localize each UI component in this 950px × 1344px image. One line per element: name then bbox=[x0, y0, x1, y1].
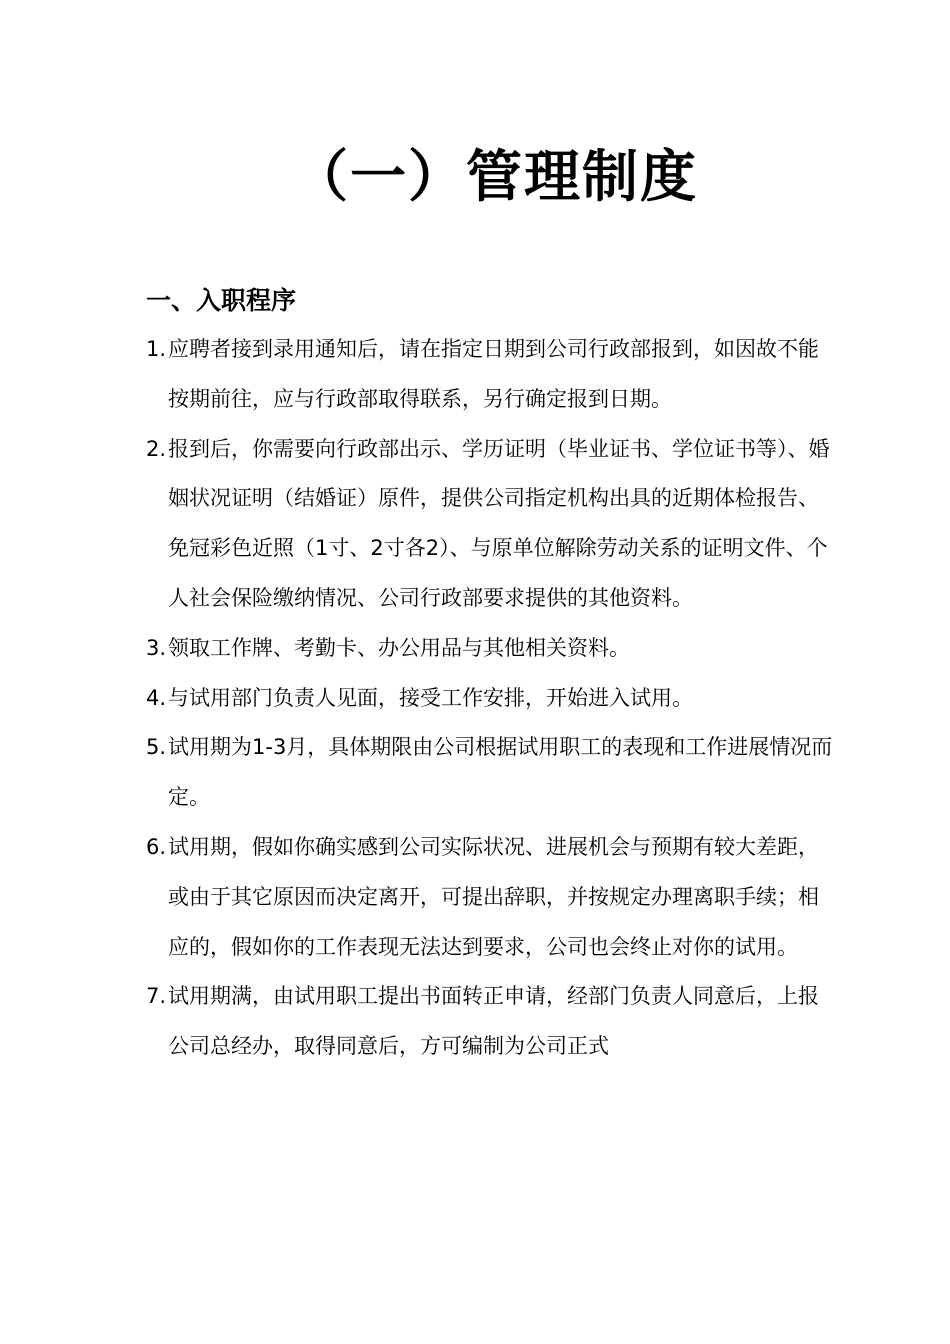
list-item-text: 领取工作牌、考勤卡、办公用品与其他相关资料。 bbox=[168, 635, 630, 660]
list-item-number: 7. bbox=[146, 984, 167, 1009]
list-item-number: 3. bbox=[146, 635, 167, 660]
list-item bbox=[146, 425, 836, 624]
list-item-text: 应聘者接到录用通知后，请在指定日期到公司行政部报到，如因故不能按期前往，应与行政部取得联系，另行确定报到日期。 bbox=[168, 337, 819, 411]
list-item-number: 5. bbox=[146, 735, 167, 760]
procedure-list bbox=[146, 325, 836, 1072]
list-item bbox=[146, 972, 836, 1072]
list-item bbox=[146, 325, 836, 425]
list-item bbox=[146, 723, 836, 823]
list-item bbox=[146, 823, 836, 972]
list-item-number: 4. bbox=[146, 685, 167, 710]
list-item-text: 试用期为1-3月，具体期限由公司根据试用职工的表现和工作进展情况而定。 bbox=[168, 735, 833, 810]
list-item-text: 与试用部门负责人见面，接受工作安排，开始进入试用。 bbox=[168, 685, 693, 710]
list-item-number: 6. bbox=[146, 834, 167, 859]
document-title: （一）管理制度 bbox=[292, 145, 698, 210]
list-item-number: 2. bbox=[146, 436, 167, 461]
list-item-text: 报到后，你需要向行政部出示、学历证明（毕业证书、学位证书等）、婚姻状况证明（结婚证）原件，提供公司指定机构出具的近期体检报告、免冠彩色近照（1寸、2寸各2）、与原单位解除劳动关系的证明文件、个人社会保险缴纳情况、公司行政部要求提供的其他资料。 bbox=[168, 436, 830, 610]
list-item-number: 1. bbox=[146, 337, 167, 361]
section-heading: 一、入职程序 bbox=[146, 286, 297, 315]
list-item-text: 试用期满，由试用职工提出书面转正申请，经部门负责人同意后，上报公司总经办，取得同意后，方可编制为公司正式 bbox=[168, 984, 819, 1059]
list-item bbox=[146, 674, 836, 724]
list-item bbox=[146, 624, 836, 674]
list-item-text: 试用期，假如你确实感到公司实际状况、进展机会与预期有较大差距，或由于其它原因而决定离开，可提出辞职，并按规定办理离职手续；相应的，假如你的工作表现无法达到要求，公司也会终止对你的试用。 bbox=[168, 834, 819, 959]
